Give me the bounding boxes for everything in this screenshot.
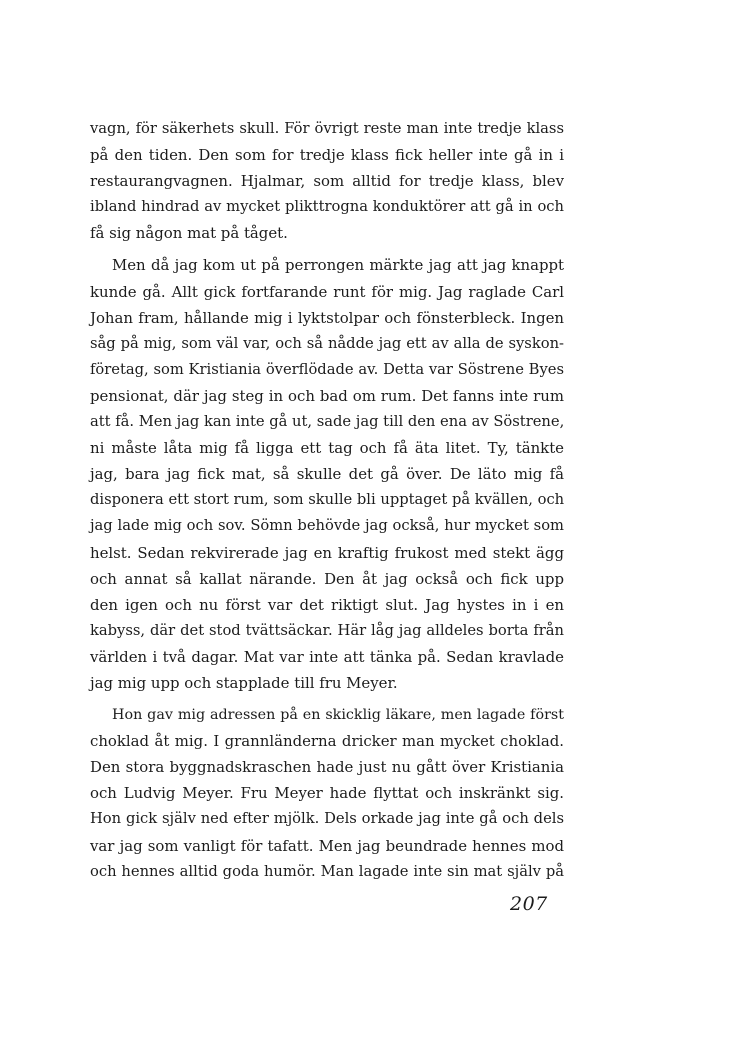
text-line: restaurangvagnen. Hjalmar, som alltid for tredje klass, blev [90,172,564,191]
text-line: jag mig upp och stapplade till fru Meyer. [90,673,398,692]
text-line: att få. Men jag kan inte gå ut, sade jag till den ena av Söstrene, [90,413,565,431]
text-line: helst. Sedan rekvirerade jag en kraftig frukost med stekt ägg [90,543,564,562]
text-line: pensionat, där jag steg in och bad om rum. Det fanns inte rum [90,386,564,405]
text-line: den igen och nu först var det riktigt slut. Jag hystes in i en [90,595,564,614]
text-line: företag, som Kristiania överflödade av. Detta var Söstrene Byes [90,360,564,378]
paragraph-3 [90,702,564,885]
page-number: 207 [510,893,548,915]
paragraph-2 [90,252,564,696]
text-line: på den tiden. Den som for tredje klass fick heller inte gå in i [90,146,564,165]
text-line: disponera ett stort rum, som skulle bli upptaget på kvällen, och [90,491,565,509]
text-line: Johan fram, hållande mig i lyktstolpar och fönsterbleck. Ingen [90,308,564,327]
text-line: Hon gav mig adressen på en skicklig läkare, men lagade först [112,707,564,724]
text-line: ni måste låta mig få ligga ett tag och få äta litet. Ty, tänkte [90,439,564,458]
text-line: kabyss, där det stod tvättsäckar. Här låg jag alldeles borta från [90,621,564,639]
text-line: kunde gå. Allt gick fortfarande runt för mig. Jag raglade Carl [90,282,564,301]
text-line: såg på mig, som väl var, och så nådde jag ett av alla de syskon- [90,334,564,352]
text-line: vagn, för säkerhets skull. För övrigt reste man inte tredje klass [90,120,564,137]
text-line: choklad åt mig. I grannländerna dricker man mycket choklad. [90,732,564,751]
text-line: få sig någon mat på tåget. [90,224,288,243]
text-line: världen i två dagar. Mat var inte att tänka på. Sedan kravlade [90,647,564,666]
body-text [90,116,564,885]
text-line: Den stora byggnadskraschen hade just nu gått över Kristiania [90,758,564,777]
text-line: ibland hindrad av mycket plikttrogna konduktörer att gå in och [90,198,564,216]
text-line: jag lade mig och sov. Sömn behövde jag också, hur mycket som [90,517,564,535]
text-line: Hon gick själv ned efter mjölk. Dels orkade jag inte gå och dels [90,810,564,828]
text-line: var jag som vanligt för tafatt. Men jag beundrade hennes mod [90,836,564,855]
paragraph-1 [90,116,564,246]
text-line: och hennes alltid goda humör. Man lagade inte sin mat själv på [90,862,564,880]
text-line: Men då jag kom ut på perrongen märkte jag att jag knappt [112,256,564,275]
text-line: jag, bara jag fick mat, så skulle det gå över. De läto mig få [90,465,564,484]
text-line: och annat så kallat närande. Den åt jag också och fick upp [90,569,564,588]
text-line: och Ludvig Meyer. Fru Meyer hade flyttat och inskränkt sig. [90,784,564,803]
